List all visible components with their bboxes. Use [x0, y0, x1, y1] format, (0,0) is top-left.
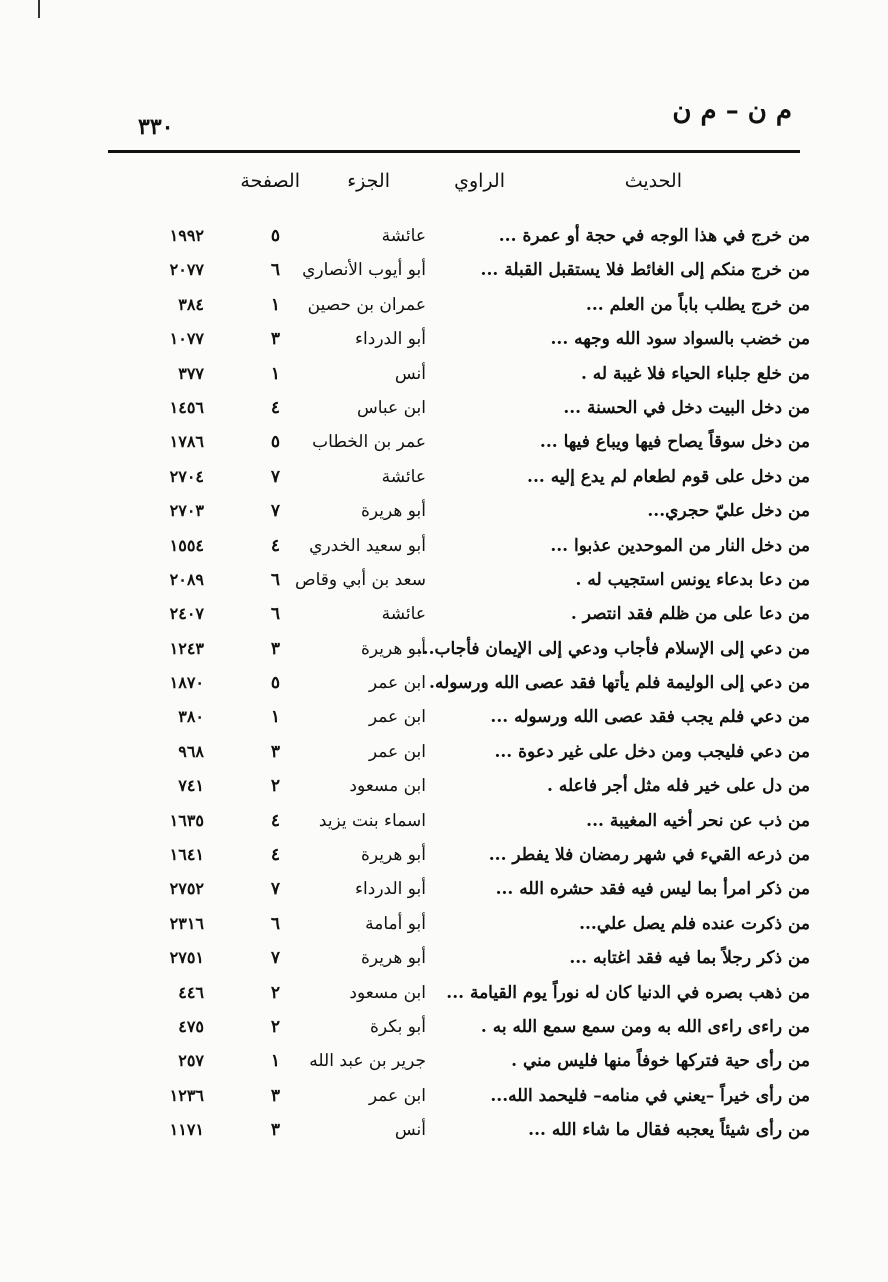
volume-number: ٣ [270, 741, 280, 762]
page-reference: ١٩٩٢ [169, 226, 204, 245]
volume-number: ٧ [270, 466, 280, 487]
table-row [0, 979, 888, 1013]
page-reference: ١٥٥٤ [169, 535, 204, 555]
hadith-text: من دعي إلى الإسلام فأجاب ودعي إلى الإيمان فأجاب... [416, 638, 810, 659]
volume-number: ٦ [270, 260, 280, 281]
hadith-text: من دعا بدعاء يونس استجيب له . [575, 569, 810, 590]
table-row [0, 256, 888, 290]
volume-number: ٣ [270, 1120, 280, 1141]
volume-number: ٣ [270, 329, 280, 350]
narrator-name: أبو هريرة [360, 948, 426, 969]
volume-number: ٤ [270, 845, 280, 866]
column-headers [110, 170, 810, 210]
page-reference: ١٤٥٦ [169, 397, 204, 417]
hadith-text: من خرج في هذا الوجه في حجة أو عمرة ... [498, 226, 810, 246]
page-reference: ١٦٣٥ [169, 810, 204, 830]
column-header-hadith: الحديث [624, 170, 682, 192]
column-header-narrator: الراوي [454, 170, 505, 192]
page-reference: ٢٥٧ [178, 1051, 204, 1071]
page-reference: ١٦٤١ [169, 845, 204, 865]
volume-number: ٣ [270, 638, 280, 659]
narrator-name: عائشة [381, 604, 426, 625]
table-row [0, 1047, 888, 1081]
narrator-name: ابن عمر [368, 741, 426, 762]
hadith-text: من خضب بالسواد سود الله وجهه ... [550, 329, 810, 350]
volume-number: ٥ [270, 673, 280, 694]
narrator-name: ابن عباس [356, 397, 426, 418]
table-row [0, 738, 888, 772]
table-row [0, 497, 888, 531]
volume-number: ١ [270, 363, 280, 384]
volume-number: ٦ [270, 569, 280, 590]
hadith-text: من خرج يطلب باباً من العلم ... [585, 294, 810, 315]
table-row [0, 1013, 888, 1047]
hadith-text: من ذكر رجلاً بما فيه فقد اغتابه ... [569, 948, 810, 969]
page-reference: ٩٦٨ [178, 741, 204, 761]
volume-number: ٧ [270, 501, 280, 522]
table-row [0, 944, 888, 978]
volume-number: ٢ [270, 776, 280, 797]
volume-number: ٢ [270, 1016, 280, 1037]
narrator-name: سعد بن أبي وقاص [295, 569, 426, 590]
volume-number: ١ [270, 1051, 280, 1072]
hadith-text: من خلع جلباء الحياء فلا غيبة له . [580, 363, 810, 384]
volume-number: ٤ [270, 535, 280, 556]
table-row [0, 635, 888, 669]
volume-number: ٢ [270, 982, 280, 1003]
table-row [0, 428, 888, 462]
hadith-text: من خرج منكم إلى الغائط فلا يستقبل القبلة ... [480, 260, 810, 281]
page-header [110, 92, 800, 142]
table-row [0, 291, 888, 325]
table-row [0, 600, 888, 634]
narrator-name: أبو هريرة [360, 638, 426, 659]
page-number: ٣٣٠ [138, 114, 174, 140]
hadith-text: من ذهب بصره في الدنيا كان له نوراً يوم القيامة ... [446, 982, 810, 1003]
volume-number: ٧ [270, 879, 280, 900]
page-reference: ١٢٣٦ [169, 1085, 204, 1105]
hadith-text: من دعي إلى الوليمة فلم يأتها فقد عصى الله ورسوله. [429, 673, 810, 694]
hadith-text: من ذكر امرأ بما ليس فيه فقد حشره الله ... [495, 879, 810, 900]
volume-number: ١ [270, 294, 280, 315]
hadith-text: من رأى شيئاً يعجبه فقال ما شاء الله ... [528, 1120, 810, 1141]
table-row [0, 841, 888, 875]
page-reference: ١٧٨٦ [169, 432, 204, 452]
page-reference: ٢٧٠٣ [169, 501, 204, 521]
page-reference: ١١٧١ [169, 1120, 204, 1140]
narrator-name: عائشة [381, 226, 426, 246]
hadith-text: من ذرعه القيء في شهر رمضان فلا يفطر ... [488, 845, 810, 866]
narrator-name: أبو هريرة [360, 845, 426, 866]
page-reference: ٢٧٥٢ [169, 879, 204, 899]
page-reference: ١٢٤٣ [169, 638, 204, 658]
page-reference: ٧٤١ [178, 776, 204, 796]
narrator-name: أبو سعيد الخدري [309, 535, 426, 556]
table-row [0, 566, 888, 600]
table-row [0, 1082, 888, 1116]
hadith-text: من دخل عليّ حجري... [647, 501, 810, 522]
narrator-name: أنس [394, 1120, 426, 1141]
table-row [0, 1116, 888, 1150]
volume-number: ٦ [270, 604, 280, 625]
narrator-name: ابن مسعود [349, 776, 426, 797]
volume-number: ٥ [270, 226, 280, 246]
page-reference: ١٨٧٠ [169, 673, 204, 693]
page-reference: ٢٤٠٧ [169, 604, 204, 624]
running-head: م ن – م ن [672, 96, 792, 126]
hadith-text: من دخل على قوم لطعام لم يدع إليه ... [527, 466, 810, 487]
page-reference: ٢٧٥١ [169, 948, 204, 968]
narrator-name: أبو الدرداء [355, 329, 426, 350]
hadith-text: من ذب عن نحر أخيه المغيبة ... [586, 810, 810, 831]
page-reference: ٢٠٨٩ [169, 569, 204, 589]
column-header-volume: الجزء [347, 170, 390, 192]
hadith-text: من راءى راءى الله به ومن سمع سمع الله به . [480, 1016, 810, 1037]
hadith-text: من رأى خيراً –يعني في منامه– فليحمد الله... [490, 1085, 810, 1106]
hadith-text: من ذكرت عنده فلم يصل علي... [579, 913, 810, 934]
page-reference: ٤٤٦ [178, 982, 204, 1002]
page-reference: ٣٨٠ [178, 707, 204, 727]
hadith-text: من دعي فليجب ومن دخل على غير دعوة ... [494, 741, 810, 762]
page-reference: ٤٧٥ [178, 1016, 204, 1036]
hadith-text: من دعي فلم يجب فقد عصى الله ورسوله ... [490, 707, 810, 728]
margin-line [38, 0, 40, 18]
narrator-name: أبو أيوب الأنصاري [302, 260, 426, 281]
hadith-text: من دخل النار من الموحدين عذبوا ... [550, 535, 810, 556]
table-row [0, 222, 888, 256]
narrator-name: ابن عمر [368, 673, 426, 694]
volume-number: ١ [270, 707, 280, 728]
volume-number: ٤ [270, 810, 280, 831]
table-row [0, 325, 888, 359]
narrator-name: أبو أمامة [365, 913, 426, 934]
narrator-name: ابن مسعود [349, 982, 426, 1003]
volume-number: ٧ [270, 948, 280, 969]
hadith-text: من دخل سوقاً يصاح فيها ويباع فيها ... [539, 432, 810, 453]
table-row [0, 360, 888, 394]
page-reference: ٢٣١٦ [169, 913, 204, 933]
narrator-name: أبو بكرة [369, 1016, 426, 1037]
volume-number: ٣ [270, 1085, 280, 1106]
header-rule [108, 150, 800, 153]
hadith-text: من دل على خير فله مثل أجر فاعله . [547, 776, 810, 797]
narrator-name: أبو هريرة [360, 501, 426, 522]
narrator-name: أنس [394, 363, 426, 384]
hadith-index-table [0, 222, 888, 1151]
hadith-text: من دخل البيت دخل في الحسنة ... [563, 397, 810, 418]
narrator-name: ابن عمر [368, 707, 426, 728]
narrator-name: اسماء بنت يزيد [318, 810, 426, 831]
narrator-name: أبو الدرداء [355, 879, 426, 900]
column-header-page: الصفحة [240, 170, 300, 192]
table-row [0, 910, 888, 944]
volume-number: ٥ [270, 432, 280, 453]
table-row [0, 703, 888, 737]
page-reference: ٢٠٧٧ [169, 260, 204, 280]
table-row [0, 532, 888, 566]
narrator-name: جرير بن عبد الله [309, 1051, 426, 1072]
table-row [0, 463, 888, 497]
hadith-text: من دعا على من ظلم فقد انتصر . [570, 604, 810, 625]
page-reference: ٣٧٧ [178, 363, 204, 383]
table-row [0, 772, 888, 806]
table-row [0, 394, 888, 428]
page-reference: ٣٨٤ [178, 294, 204, 314]
table-row [0, 669, 888, 703]
narrator-name: ابن عمر [368, 1085, 426, 1106]
table-row [0, 807, 888, 841]
narrator-name: عمر بن الخطاب [312, 432, 426, 453]
hadith-text: من رأى حية فتركها خوفاً منها فليس مني . [511, 1051, 810, 1072]
volume-number: ٤ [270, 397, 280, 418]
page-reference: ١٠٧٧ [169, 329, 204, 349]
volume-number: ٦ [270, 913, 280, 934]
narrator-name: عائشة [381, 466, 426, 487]
page-reference: ٢٧٠٤ [169, 466, 204, 486]
narrator-name: عمران بن حصين [307, 294, 426, 315]
table-row [0, 875, 888, 909]
